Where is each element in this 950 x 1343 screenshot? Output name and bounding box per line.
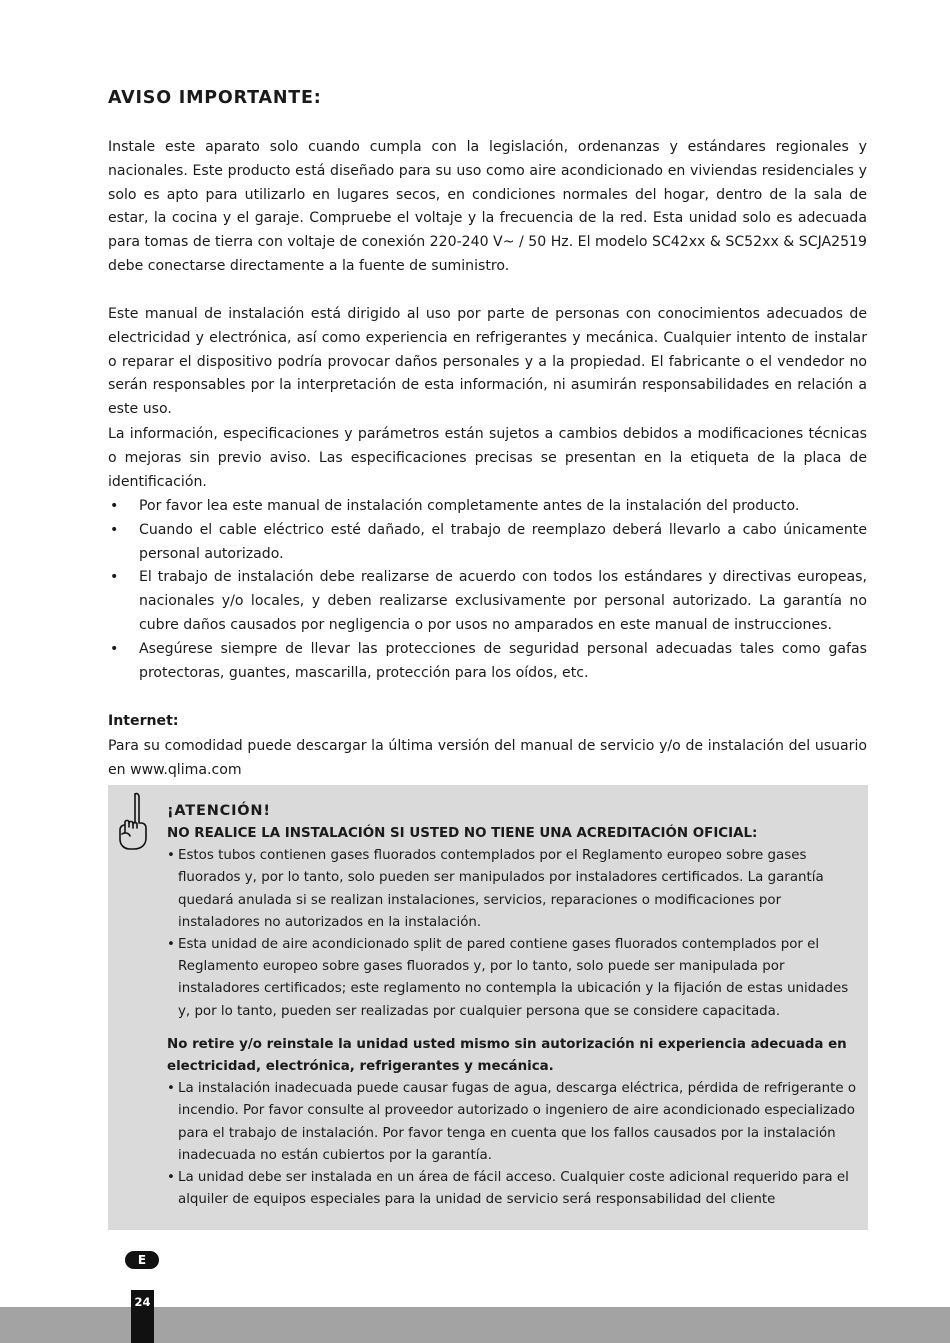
page-number: 24 (134, 1295, 151, 1309)
page-title: AVISO IMPORTANTE: (108, 88, 322, 108)
attention-content (167, 799, 857, 1211)
safety-bullet-list (108, 495, 867, 685)
list-item: • La unidad debe ser instalada en un área de fácil acceso. Cualquier coste adicional requerido para el alquiler de equipos especiales para la unidad de servicio será responsabilidad del cliente (167, 1167, 857, 1211)
attention-subtitle: NO REALICE LA INSTALACIÓN SI USTED NO TIENE UNA ACREDITACIÓN OFICIAL: (167, 826, 758, 841)
bullet-symbol: • (110, 521, 119, 538)
internet-text: Para su comodidad puede descargar la última versión del manual de servicio y/o de instalación del usuario en www.qlima.com (108, 738, 867, 778)
bullet-symbol: • (167, 937, 175, 953)
bullet-symbol: • (110, 498, 119, 514)
attention-list-1 (167, 845, 857, 1023)
bullet-symbol: • (110, 640, 119, 657)
list-item: • Esta unidad de aire acondicionado split de pared contiene gases fluorados contemplados por el Reglamento europeo sobre gases fluorados y, por lo tanto, solo puede ser manipulada por instaladores certificados; este reglamento no contempla la ubicación y la fijación de estas unidades y, por lo tanto, pueden ser realizadas por cualquier persona que se considere capacitada. (167, 934, 857, 1023)
internet-heading: Internet: (108, 713, 179, 729)
list-item: • El trabajo de instalación debe realizarse de acuerdo con todos los estándares y directivas europeas, nacionales y/o locales, y deben realizarse exclusivamente por personal autorizado. La garantía no cubre daños causados por negligencia o por usos no amparados en este manual de instrucciones. (108, 566, 867, 637)
list-item: • Cuando el cable eléctrico esté dañado, el trabajo de reemplazo deberá llevarlo a cabo únicamente personal autorizado. (108, 519, 867, 567)
list-item: • Asegúrese siempre de llevar las protecciones de seguridad personal adecuadas tales como gafas protectoras, guantes, mascarilla, protección para los oídos, etc. (108, 638, 867, 686)
list-item: • Por favor lea este manual de instalación completamente antes de la instalación del producto. (108, 495, 867, 519)
intro-paragraph: Instale este aparato solo cuando cumpla con la legislación, ordenanzas y estándares regionales y nacionales. Este producto está diseñado para su uso como aire acondicionado en viviendas residenciales y solo es apto para utilizarlo en lugares secos, en condiciones normales del hogar, dentro de la sala de estar, la cocina y el garaje. Compruebe el voltaje y la frecuencia de la red. Esta unidad solo es adecuada para tomas de tierra con voltaje de conexión 220-240 V~ / 50 Hz. El modelo SC42xx & SC52xx & SCJA2519 debe conectarse directamente a la fuente de suministro. (108, 139, 867, 274)
attention-title: ¡ATENCIÓN! (167, 803, 271, 819)
manual-audience-paragraph: Este manual de instalación está dirigido al uso por parte de personas con conocimientos adecuados de electricidad y electrónica, así como experiencia en refrigerantes y mecánica. Cualquier intento de instalar o reparar el dispositivo podría provocar daños personales y a la propiedad. El fabricante o el vendedor no serán responsables por la interpretación de esta información, ni asumirán responsabilidades en relación a este uso. (108, 306, 867, 418)
attention-list-2 (167, 1078, 857, 1211)
attention-warning: No retire y/o reinstale la unidad usted mismo sin autorización ni experiencia adecuada en electricidad, electrónica, refrigerantes y mecánica. (167, 1036, 847, 1075)
language-badge: E (125, 1251, 159, 1269)
bullet-symbol: • (167, 1081, 175, 1097)
list-item: • La instalación inadecuada puede causar fugas de agua, descarga eléctrica, pérdida de refrigerante o incendio. Por favor consulte al proveedor autorizado o ingeniero de aire acondicionado especializado para el trabajo de instalación. Por favor tenga en cuenta que los fallos causados por la instalación inadecuada no están cubiertos por la garantía. (167, 1078, 857, 1167)
list-item: • Estos tubos contienen gases fluorados contemplados por el Reglamento europeo sobre gases fluorados y, por lo tanto, solo pueden ser manipulados por instaladores certificados. La garantía quedará anulada si se realizan instalaciones, servicios, reparaciones o modificaciones por instaladores no autorizados en la instalación. (167, 845, 857, 934)
bullet-symbol: • (167, 1170, 175, 1186)
specifications-paragraph: La información, especificaciones y parámetros están sujetos a cambios debidos a modificaciones técnicas o mejoras sin previo aviso. Las especificaciones precisas se presentan en la etiqueta de la placa de identificación. (108, 426, 867, 490)
pointing-hand-icon (116, 790, 150, 850)
attention-box (108, 785, 868, 1230)
bullet-symbol: • (110, 569, 119, 586)
bullet-symbol: • (167, 848, 175, 864)
